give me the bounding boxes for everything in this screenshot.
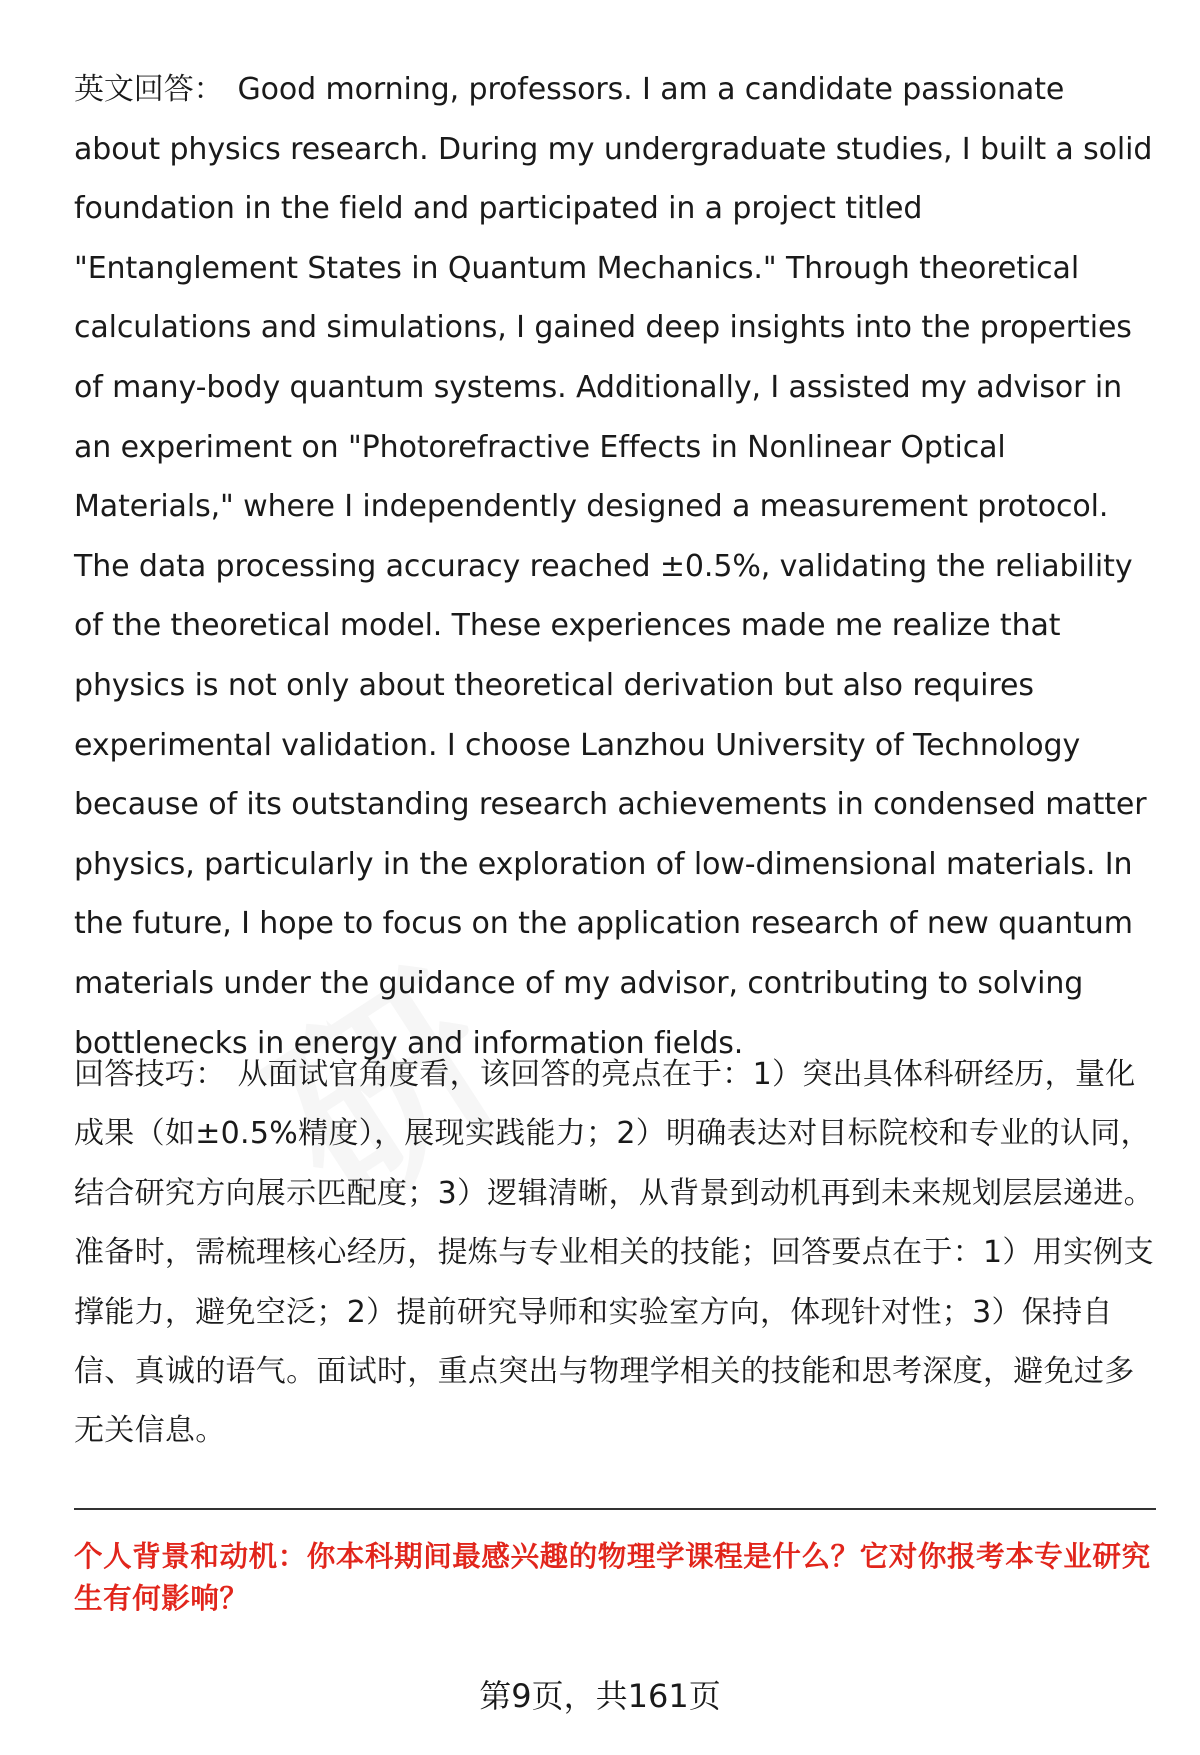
section-divider	[74, 1508, 1156, 1510]
answer-tips-label: 回答技巧：	[74, 1057, 226, 1092]
answer-tips-text: 从面试官角度看，该回答的亮点在于：1）突出具体科研经历，量化成果（如±0.5%精度），展现实践能力；2）明确表达对目标院校和专业的认同，结合研究方向展示匹配度；3）逻辑清晰，从背景到动机再到未来规划层层递进。准备时，需梳理核心经历，提炼与专业相关的技能；回答要点在于：1）用实例支撑能力，避免空泛；2）提前研究导师和实验室方向，体现针对性；3）保持自信、真诚的语气。面试时，重点突出与物理学相关的技能和思考深度，避免过多无关信息。	[74, 1057, 1154, 1449]
next-question-text: 个人背景和动机：你本科期间最感兴趣的物理学课程是什么？它对你报考本专业研究生有何影响？	[74, 1540, 1151, 1615]
answer-tips-paragraph	[74, 1045, 1154, 1461]
next-question-heading	[74, 1536, 1154, 1620]
page-number-text: 第9页，共161页	[479, 1677, 721, 1715]
english-answer-paragraph	[74, 60, 1154, 1073]
english-answer-label: 英文回答：	[74, 72, 224, 107]
english-answer-text: Good morning, professors. I am a candidate passionate about physics research. During my undergraduate studies, I built a solid foundation in the field and participated in a project titled "Entanglement States in Quantum Mechanics." Through theoretical calculations and simulations, I gained deep insights into the properties of many-body quantum systems. Additionally, I assisted my advisor in an experiment on "Photorefractive Effects in Nonlinear Optical Materials," where I independently designed a measurement protocol. The data processing accuracy reached ±0.5%, validating the reliability of the theoretical model. These experiences made me realize that physics is not only about theoretical derivation but also requires experimental validation. I choose Lanzhou University of Technology because of its outstanding research achievements in condensed matter physics, particularly in the exploration of low-dimensional materials. In the future, I hope to focus on the application research of new quantum materials under the guidance of my advisor, contributing to solving bottlenecks in energy and information fields.	[74, 72, 1153, 1061]
page-number-footer	[0, 1674, 1200, 1718]
